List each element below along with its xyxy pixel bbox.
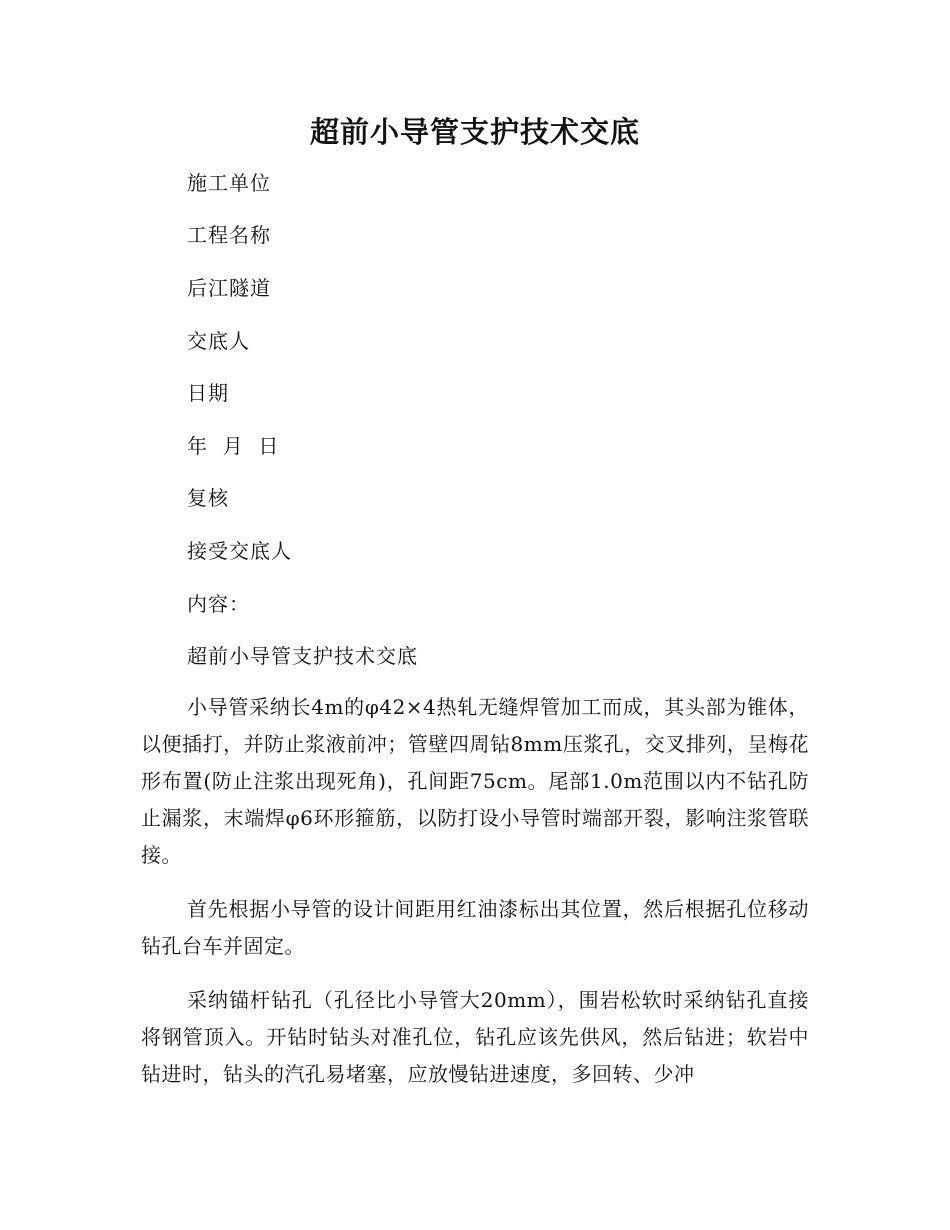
document-title: 超前小导管支护技术交底	[309, 115, 640, 149]
paragraph-3: 采纳锚杆钻孔（孔径比小导管大20mm），围岩松软时采纳钻孔直接将钢管顶入。开钻时钻头对准孔位，钻孔应该先供风，然后钻进；软岩中钻进时，钻头的汽孔易堵塞，应放慢钻进速度，多回转、少冲	[141, 988, 809, 1086]
field-date-value: 年 月 日	[187, 434, 280, 458]
field-construction-unit: 施工单位	[187, 171, 271, 195]
field-content-label: 内容：	[187, 592, 250, 616]
field-project-name: 工程名称	[187, 223, 271, 247]
field-recipient: 接受交底人	[187, 539, 292, 563]
field-presenter: 交底人	[187, 329, 250, 353]
field-review: 复核	[187, 486, 229, 510]
paragraph-2: 首先根据小导管的设计间距用红油漆标出其位置，然后根据孔位移动钻孔台车并固定。	[141, 897, 809, 958]
paragraph-1: 小导管采纳长4m的φ42×4热轧无缝焊管加工而成，其头部为锥体，以便插打，并防止浆液前冲；管壁四周钻8mm压浆孔，交叉排列，呈梅花形布置(防止注浆出现死角)，孔间距75cm。尾部1.0m范围以内不钻孔防止漏浆，末端焊φ6环形箍筋，以防打设小导管时端部开裂，影响注浆管联接。	[141, 695, 809, 867]
field-tunnel-name: 后江隧道	[187, 276, 271, 300]
content-subtitle: 超前小导管支护技术交底	[187, 644, 418, 668]
field-date: 日期	[187, 381, 229, 405]
